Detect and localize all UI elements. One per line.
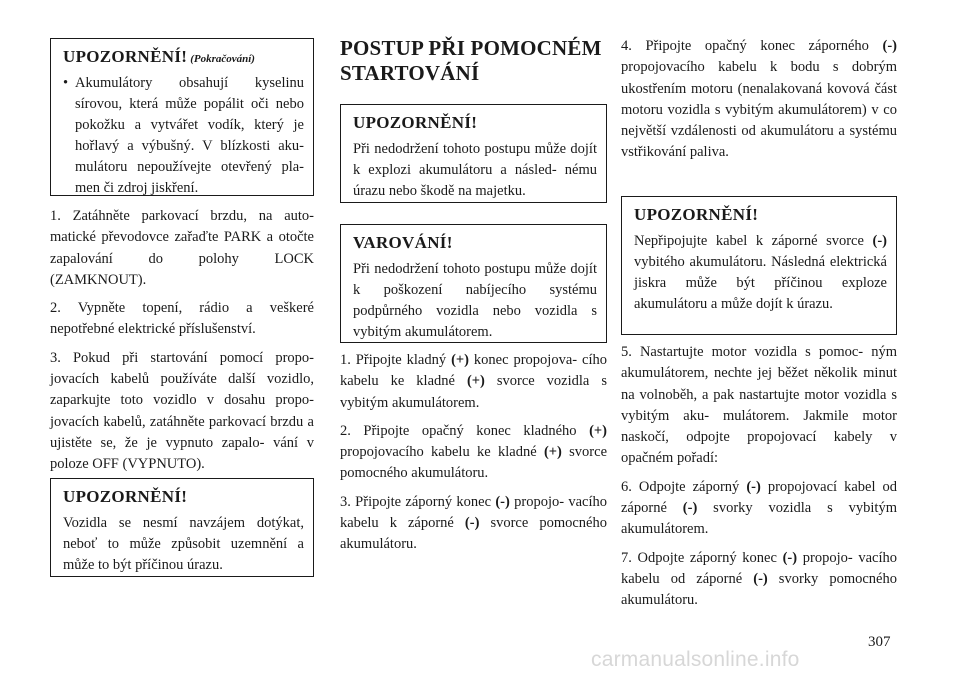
section-heading-line-2: STARTOVÁNÍ — [340, 61, 480, 85]
warning-title: UPOZORNĚNÍ! (Pokračování) — [63, 47, 255, 66]
warning-text: Nepřipojujte kabel k záporné svorce (-) vybitého akumulátoru. Následná elektrická jiskra může být příčinou exploze akumulátoru a může dojít k úrazu. — [634, 233, 887, 312]
step-3-text: 3. Pokud při startování pomocí propo- jovacích kabelů používáte další vozidlo, zaparkujte toto vozidlo v dosahu propo- jovacích kabelů, zatáhněte parkovací brzdu a ujistěte se, že je vypnuto zapalo- vání v poloze OFF (VYPNUTO). — [50, 349, 314, 473]
caution-box-charging — [340, 224, 607, 343]
steps-list-2 — [340, 350, 607, 563]
positive-symbol: (+) — [451, 352, 469, 368]
step-2-text: 2. Vypněte topení, rádio a veškeré nepotřebné elektrické příslušenství. — [50, 300, 314, 338]
warning-text: Vozidla se nesmí navzájem dotýkat, neboť to může způsobit uzemnění a může to být příčinou úrazu. — [63, 515, 304, 573]
warning-box-explosion — [340, 104, 607, 203]
watermark-text: carmanualsonline.info — [591, 648, 800, 671]
warning-text: Při nedodržení tohoto postupu může dojít k explozi akumulátoru a násled- nému úrazu nebo škodě na majetku. — [353, 141, 597, 199]
positive-symbol: (+) — [543, 444, 562, 461]
negative-symbol: (-) — [882, 38, 897, 54]
negative-symbol: (-) — [495, 493, 510, 510]
warning-bullet — [63, 73, 304, 199]
section-heading — [340, 36, 607, 86]
warning-box-vehicles — [50, 478, 314, 577]
steps-list-1 — [50, 206, 314, 483]
negative-symbol: (-) — [682, 500, 698, 517]
positive-symbol: (+) — [589, 422, 607, 439]
warning-box-negative-terminal — [621, 196, 897, 335]
caution-title: VAROVÁNÍ! — [353, 233, 453, 252]
step-2-text: 2. Připojte opačný konec kladného (+) propojovacího kabelu ke kladné (+) svorce pomocného akumulátoru. — [340, 422, 607, 482]
section-heading-line-1: POSTUP PŘI POMOCNÉM — [340, 36, 602, 60]
warning-title: UPOZORNĚNÍ! — [353, 113, 478, 132]
step-5-text: 5. Nastartujte motor vozidla s pomoc- ným akumulátorem, nechte jej běžet několik minut na volnoběh, a pak nastartujte motor vozidla s vybitým aku- mulátorem. Jakmile motor naskočí, odpojte propojovací kabely v opačném pořadí: — [621, 344, 897, 467]
steps-list-3b — [621, 342, 897, 619]
step-4-text: 4. Připojte opačný konec záporného (-) propojovacího kabelu k bodu s dobrým ukostřením motoru (nenalakovaná kovová část motoru vozidla s vybitým akumulátorem) v co největší vzdálenosti od akumulátoru a systému vstřikování paliva. — [621, 38, 897, 161]
negative-symbol: (-) — [872, 233, 887, 249]
negative-symbol: (-) — [746, 478, 761, 495]
step-1-text: 1. Zatáhněte parkovací brzdu, na auto- matické převodovce zařaďte PARK a otočte zapalování do polohy LOCK (ZAMKNOUT). — [50, 208, 314, 288]
negative-symbol: (-) — [753, 570, 768, 587]
warning-title: UPOZORNĚNÍ! — [63, 487, 188, 506]
step-3-text: 3. Připojte záporný konec (-) propojo- vacího kabelu k záporné (-) svorce pomocného akumulátoru. — [340, 493, 607, 553]
bullet-dot: • — [63, 75, 69, 91]
page-number: 307 — [868, 634, 891, 650]
negative-symbol: (-) — [464, 515, 480, 532]
step-1-text: 1. Připojte kladný (+) konec propojova- cího kabelu ke kladné (+) svorce vozidla s vybitým akumulátorem. — [340, 352, 607, 411]
continued-label: (Pokračování) — [190, 53, 255, 65]
bullet-text: Akumulátory obsahují kyselinu sírovou, která může popálit oči nebo pokožku a vytvářet vodík, který je hořlavý a výbušný. V blízkosti aku- mulátoru nepoužívejte otevřený pla- men či zdroj jiskření. — [75, 75, 304, 196]
warning-box-continued — [50, 38, 314, 196]
negative-symbol: (-) — [782, 549, 798, 566]
steps-list-3a — [621, 36, 897, 171]
step-6-text: 6. Odpojte záporný (-) propojovací kabel od záporné (-) svorky vozidla s vybitým akumulátorem. — [621, 478, 897, 538]
step-7-text: 7. Odpojte záporný konec (-) propojo- vacího kabelu od záporné (-) svorky pomocného akumulátoru. — [621, 549, 897, 609]
positive-symbol: (+) — [466, 373, 485, 390]
warning-title: UPOZORNĚNÍ! — [634, 205, 759, 224]
caution-text: Při nedodržení tohoto postupu může dojít k poškození nabíjecího systému podpůrného vozidla nebo vozidla s vybitým akumulátorem. — [353, 261, 597, 340]
